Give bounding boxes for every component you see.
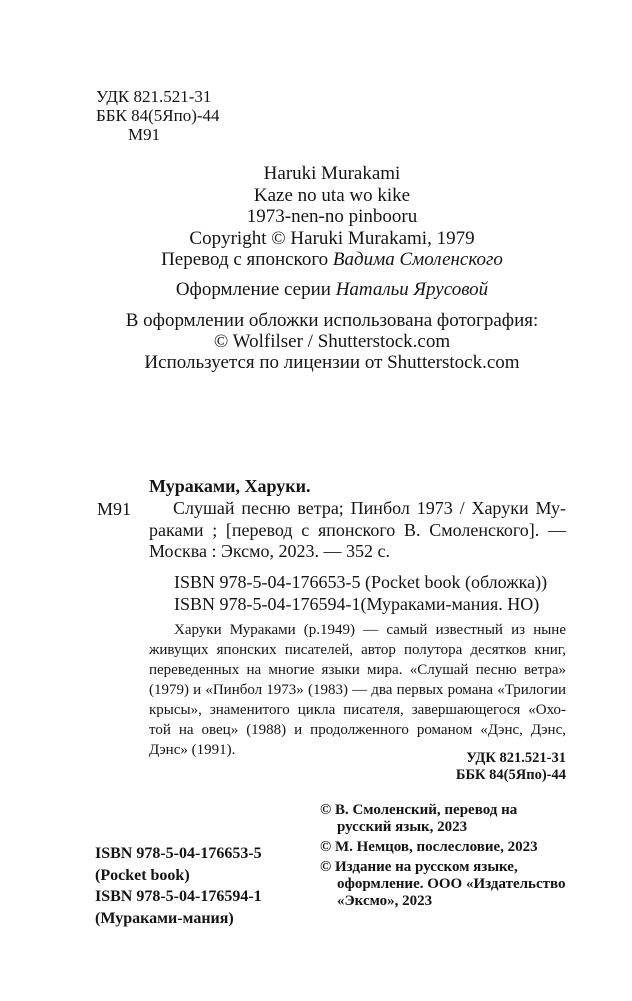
translator-name: Вадима Смоленского [332,249,503,270]
annotation-line: переведенных на многие языки мира. «Слушай песню ветра» [149,662,566,678]
biblio-line: Слушай песню ветра; Пинбол 1973 / Харуки Му- [173,498,566,518]
footer-isbn-line: (Мураками-мания) [95,909,234,927]
annotation-line: (1979) и «Пинбол 1973» (1983) — два первых романа «Трилогии [149,682,566,698]
translation-credit-prefix: Перевод с японского [161,249,333,270]
catalog-author-header: Мураками, Харуки. [149,476,311,496]
annotation-line: крысы», знаменитого цикла писателя, завершающегося «Охо- [149,702,566,718]
isbn-line: ISBN 978-5-04-176594-1(Мураками-мания. НО) [174,593,540,614]
catalog-isbn-block [149,572,566,615]
footer-isbn-block [95,843,262,929]
bibliographic-description [149,498,566,563]
cover-photo-line3: Используется по лицензии от Shutterstock.com [144,351,520,373]
bbk-code-bottom: ББК 84(5Япо)-44 [455,767,566,783]
annotation-last-line: Дэнс» (1991). [149,742,236,758]
annotation-line: той на овец» (1988) и продолженного романом «Дэнс, Дэнс, [149,722,566,738]
footer-isbn-line: (Pocket book) [95,866,190,884]
udk-code-bottom: УДК 821.521-31 [466,750,566,766]
annotation-line: живущих японских писателей, автор полутора десятков книг, [149,642,566,658]
footer-copyright-block [320,802,570,913]
series-design-prefix: Оформление серии [175,279,336,300]
footer-isbn-line: ISBN 978-5-04-176653-5 [95,845,262,862]
series-designer-name: Натальи Ярусовой [335,279,489,300]
biblio-line: Москва : Эксмо, 2023. — 352 с. [149,541,391,561]
copyright-item: © М. Немцов, послесловие, 2023 [320,839,538,855]
top-classification-codes [96,87,220,144]
isbn-line: ISBN 978-5-04-176653-5 (Pocket book (обложка)) [174,572,548,592]
translation-credit [96,249,568,271]
author-index-code: М91 [128,125,161,144]
original-copyright: Copyright © Haruki Murakami, 1979 [189,227,475,249]
annotation-line: Харуки Мураками (р.1949) — самый известный из ныне [174,622,566,638]
bbk-code: ББК 84(5Япо)-44 [96,106,220,125]
cover-photo-credit [96,311,568,373]
copyright-item: © В. Смоленский, перевод на русский язык, 2023 [320,802,518,835]
author-annotation [149,620,566,760]
cover-photo-line1: В оформлении обложки использована фотография: [125,310,539,331]
udk-code: УДК 821.521-31 [96,87,212,106]
footer-isbn-line: ISBN 978-5-04-176594-1 [95,888,262,906]
cover-photo-line2: © Wolfilser / Shutterstock.com [213,330,451,352]
copyright-item: © Издание на русском языке, оформление. ООО «Издательство «Эксмо», 2023 [320,859,566,909]
original-title-line1: Kaze no uta wo kike [253,184,411,206]
bottom-classification-codes [456,750,566,784]
original-title-block [96,163,568,271]
original-title-line2: 1973-nen-no pinbooru [246,206,418,227]
series-design-credit [96,279,568,301]
catalog-index-label: М91 [97,499,132,519]
biblio-line: раками ; [перевод с японского В. Смоленского]. — [149,519,566,540]
original-author: Haruki Murakami [263,163,401,184]
